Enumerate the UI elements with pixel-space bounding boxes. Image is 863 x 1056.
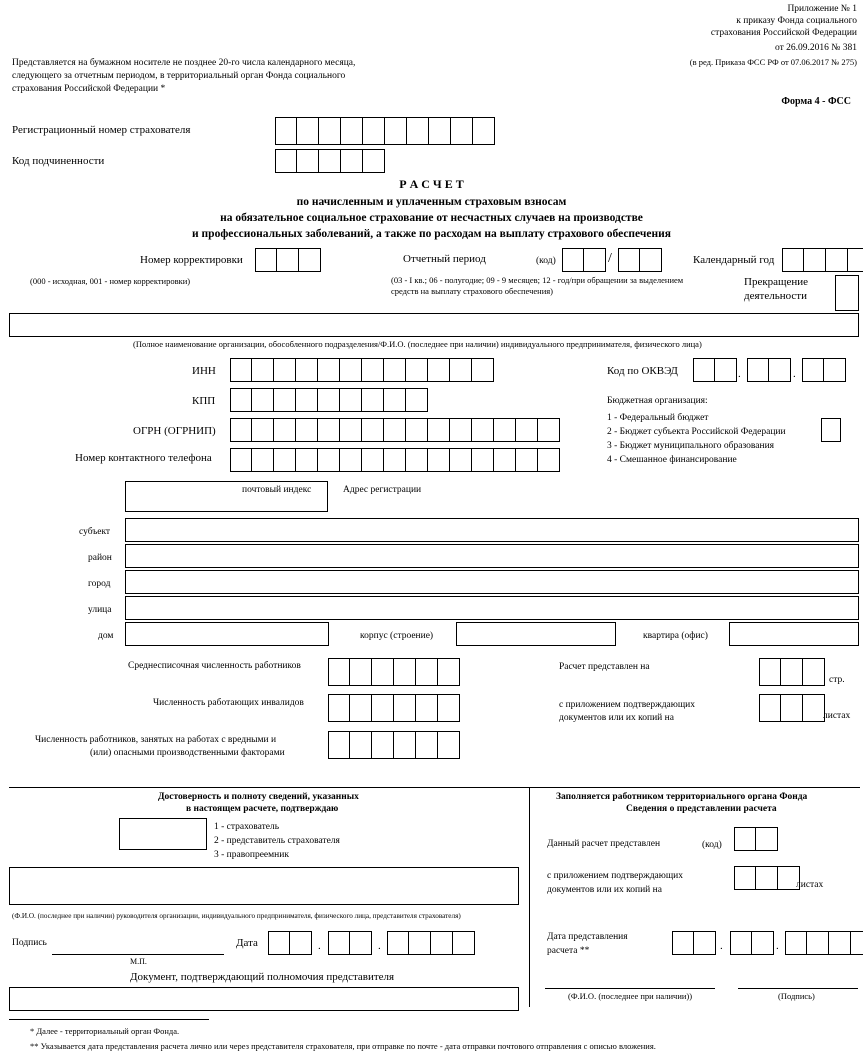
sheets-cells[interactable]	[759, 694, 825, 722]
house-label: дом	[98, 631, 114, 641]
subord-code-label: Код подчиненности	[12, 155, 105, 167]
appendix-line-4: от 26.09.2016 № 381	[775, 43, 857, 53]
confirm-date-label: Дата	[236, 937, 258, 949]
fund-date-label-1: Дата представления	[547, 932, 628, 942]
fund-date-day[interactable]	[672, 931, 716, 955]
harmful-label-1: Численность работников, занятых на работах с вредными и	[35, 735, 277, 745]
okved-dot-1: .	[738, 368, 741, 380]
signature-label: Подпись	[12, 938, 47, 948]
attach-label-1: с приложением подтверждающих	[559, 700, 695, 710]
fund-date-dot-2: .	[776, 940, 779, 952]
period-extra-cells[interactable]	[618, 248, 662, 272]
page-title: Р А С Ч Е Т	[399, 177, 464, 191]
signer-fio-field[interactable]	[9, 867, 519, 905]
building-field[interactable]	[456, 622, 616, 646]
confirm-date-dot-2: .	[378, 940, 381, 952]
fund-title-2: Сведения о представлении расчета	[626, 804, 777, 814]
house-field[interactable]	[125, 622, 329, 646]
inn-cells[interactable]	[230, 358, 494, 382]
confirm-option-1: 1 - страхователь	[214, 822, 280, 832]
street-label: улица	[88, 605, 112, 615]
fund-code-label: (код)	[702, 840, 722, 850]
period-note-2: средств на выплату страхового обеспечения)	[391, 286, 553, 296]
flat-field[interactable]	[729, 622, 859, 646]
sheets-label: листах	[823, 711, 851, 721]
stamp-label: М.П.	[130, 957, 147, 966]
confirm-date-month[interactable]	[328, 931, 372, 955]
okved-cells-3[interactable]	[802, 358, 846, 382]
fund-date-month[interactable]	[730, 931, 774, 955]
confirm-title-2: в настоящем расчете, подтверждаю	[186, 804, 339, 814]
org-name-note: (Полное наименование организации, обособленного подразделения/Ф.И.О. (последнее при наличии) индивидуального предпринимателя, физического лица)	[133, 339, 702, 349]
okved-label: Код по ОКВЭД	[607, 365, 678, 377]
period-code-cells[interactable]	[562, 248, 606, 272]
postal-index-label: почтовый индекс	[242, 485, 312, 495]
report-period-label: Отчетный период	[403, 253, 486, 265]
confirm-type-cell[interactable]	[119, 818, 207, 850]
fund-date-label-2: расчета **	[547, 946, 590, 956]
confirm-date-year[interactable]	[387, 931, 475, 955]
correction-label: Номер корректировки	[140, 254, 243, 266]
fund-sheets-cells[interactable]	[734, 866, 800, 890]
inn-label: ИНН	[192, 365, 216, 377]
city-label: город	[88, 579, 111, 589]
correction-cells[interactable]	[255, 248, 321, 272]
fund-attach-1: с приложением подтверждающих	[547, 871, 683, 881]
fund-presented-label: Данный расчет представлен	[547, 839, 661, 849]
attach-label-2: документов или их копий на	[559, 713, 674, 723]
okved-cells-1[interactable]	[693, 358, 737, 382]
city-field[interactable]	[125, 570, 859, 594]
year-cells[interactable]	[782, 248, 863, 272]
kpp-cells[interactable]	[230, 388, 428, 412]
footnote-2: ** Указывается дата представления расчета лично или через представителя страхователя, при отправке по почте - дата отправки почтового отправления с описью вложения.	[30, 1041, 656, 1051]
phone-label: Номер контактного телефона	[75, 452, 212, 464]
pages-label: стр.	[829, 675, 845, 685]
fund-fio-line[interactable]	[545, 988, 715, 989]
appendix-line-2: к приказу Фонда социального	[736, 16, 857, 26]
fund-attach-2: документов или их копий на	[547, 885, 662, 895]
fund-date-dot-1: .	[720, 940, 723, 952]
avg-count-cells[interactable]	[328, 658, 460, 686]
termination-label-1: Прекращение	[744, 276, 809, 288]
year-label: Календарный год	[693, 254, 775, 266]
kpp-label: КПП	[192, 395, 216, 407]
authority-doc-field[interactable]	[9, 987, 519, 1011]
submission-note-2: следующего за отчетным периодом, в территориальный орган Фонда социального	[12, 71, 346, 81]
building-label: корпус (строение)	[360, 631, 434, 641]
budget-cell[interactable]	[821, 418, 841, 442]
pages-cells[interactable]	[759, 658, 825, 686]
harmful-cells[interactable]	[328, 731, 460, 759]
budget-option-1: 1 - Федеральный бюджет	[607, 413, 709, 423]
reg-address-label: Адрес регистрации	[343, 485, 422, 495]
fund-sign-line[interactable]	[738, 988, 858, 989]
flat-label: квартира (офис)	[643, 631, 708, 641]
title-line-1: по начисленным и уплаченным страховым взносам	[296, 196, 567, 208]
fund-title-1: Заполняется работником территориального органа Фонда	[556, 792, 808, 802]
footnote-divider	[9, 1019, 209, 1020]
authority-doc-label: Документ, подтверждающий полномочия представителя	[130, 971, 395, 983]
avg-count-label: Среднесписочная численность работников	[128, 661, 301, 671]
okved-cells-2[interactable]	[747, 358, 791, 382]
street-field[interactable]	[125, 596, 859, 620]
subject-field[interactable]	[125, 518, 859, 542]
title-line-2: на обязательное социальное страхование от несчастных случаев на производстве	[220, 212, 643, 224]
fund-sheets-label: листах	[796, 880, 824, 890]
confirm-date-dot-1: .	[318, 940, 321, 952]
appendix-line-3: страхования Российской Федерации	[710, 28, 857, 38]
subject-label: субъект	[79, 527, 111, 537]
phone-cells[interactable]	[230, 448, 560, 472]
reg-number-cells[interactable]	[275, 117, 495, 145]
period-slash: /	[608, 251, 612, 266]
form-code: Форма 4 - ФСС	[781, 96, 851, 107]
okved-dot-2: .	[793, 368, 796, 380]
section-divider	[9, 787, 860, 788]
budget-option-3: 3 - Бюджет муниципального образования	[607, 441, 775, 451]
disabled-label: Численность работающих инвалидов	[153, 698, 304, 708]
confirm-option-3: 3 - правопреемник	[214, 850, 289, 860]
confirm-option-2: 2 - представитель страхователя	[214, 836, 340, 846]
ogrn-label: ОГРН (ОГРНИП)	[133, 425, 216, 437]
confirm-date-day[interactable]	[268, 931, 312, 955]
ogrn-cells[interactable]	[230, 418, 560, 442]
presented-on-label: Расчет представлен на	[559, 662, 650, 672]
district-label: район	[88, 553, 112, 563]
fund-code-cells[interactable]	[734, 827, 778, 851]
period-code-label: (код)	[536, 256, 556, 266]
budget-title: Бюджетная организация:	[607, 396, 708, 406]
confirm-title-1: Достоверность и полноту сведений, указанных	[158, 792, 359, 802]
disabled-cells[interactable]	[328, 694, 460, 722]
section-vertical-divider	[529, 787, 530, 1007]
budget-option-4: 4 - Смешанное финансирование	[607, 455, 737, 465]
appendix-line-5: (в ред. Приказа ФСС РФ от 07.06.2017 № 275)	[689, 57, 857, 67]
correction-note: (000 - исходная, 001 - номер корректировки)	[30, 276, 191, 286]
fund-fio-label: (Ф.И.О. (последнее при наличии))	[568, 991, 693, 1001]
harmful-label-2: (или) опасными производственными факторами	[90, 748, 285, 758]
title-line-3: и профессиональных заболеваний, а также по расходам на выплату страхового обеспечения	[192, 228, 671, 240]
org-name-field[interactable]	[9, 313, 859, 337]
reg-number-label: Регистрационный номер страхователя	[12, 124, 191, 136]
signer-fio-note: (Ф.И.О. (последнее при наличии) руководителя организации, индивидуального предпринимателя, физического лица, представителя страхователя)	[12, 912, 461, 920]
termination-label-2: деятельности	[744, 290, 807, 302]
period-note-1: (03 - I кв.; 06 - полугодие; 09 - 9 месяцев; 12 - год/при обращении за выделением	[391, 275, 684, 285]
termination-cell[interactable]	[835, 275, 859, 311]
budget-option-2: 2 - Бюджет субъекта Российской Федерации	[607, 427, 786, 437]
submission-note-3: страхования Российской Федерации *	[12, 84, 166, 94]
appendix-line-1: Приложение № 1	[787, 4, 857, 14]
subord-code-cells[interactable]	[275, 149, 385, 173]
district-field[interactable]	[125, 544, 859, 568]
submission-note-1: Представляется на бумажном носителе не позднее 20-го числа календарного месяца,	[12, 58, 356, 68]
footnote-1: * Далее - территориальный орган Фонда.	[30, 1026, 180, 1036]
fund-date-year[interactable]	[785, 931, 863, 955]
fund-sign-label: (Подпись)	[778, 991, 815, 1001]
